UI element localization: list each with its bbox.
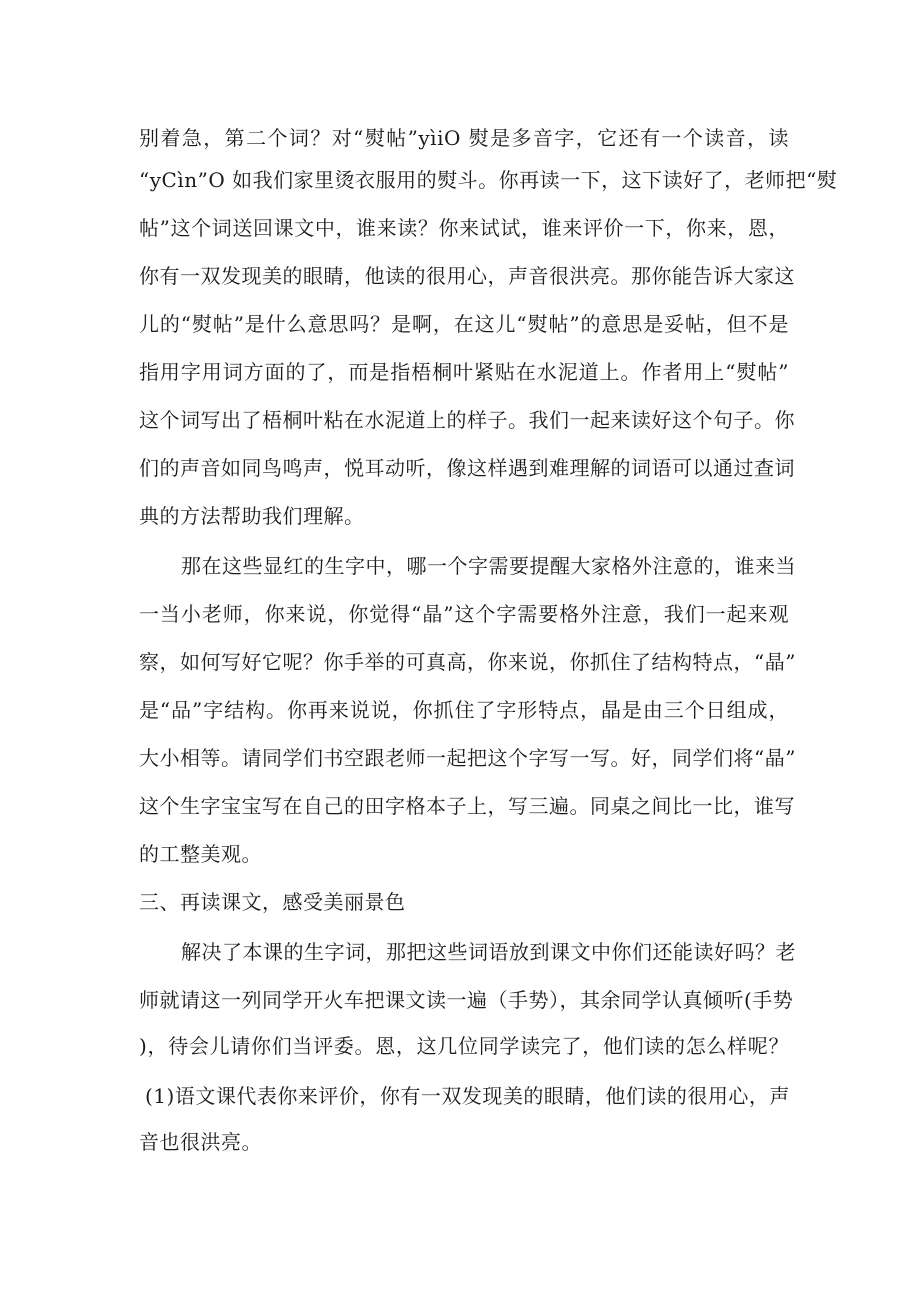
text-line: 察，如何写好它呢？你手举的可真高，你来说，你抓住了结构特点，“晶” (139, 650, 796, 674)
text-line: 儿的“熨帖”是什么意思吗？是啊，在这儿“熨帖”的意思是妥帖，但不是 (139, 312, 789, 336)
text-line: 是“品”字结构。你再来说说，你抓住了字形特点，晶是由三个日组成， (139, 698, 789, 722)
text-line: 解决了本课的生字词，那把这些词语放到课文中你们还能读好吗？老 (181, 940, 796, 964)
text-line: 这个词写出了梧桐叶粘在水泥道上的样子。我们一起来读好这个句子。你 (139, 408, 795, 432)
text-line: 指用字用词方面的了，而是指梧桐叶紧贴在水泥道上。作者用上“熨帖” (139, 360, 789, 384)
text-line: 的工整美观。 (139, 842, 262, 866)
text-line: 帖”这个词送回课文中，谁来读？你来试试，谁来评价一下，你来，恩， (139, 216, 789, 240)
text-line: 音也很洪亮。 (139, 1130, 262, 1154)
text-line: 你有一双发现美的眼睛，他读的很用心，声音很洪亮。那你能告诉大家这 (139, 264, 795, 288)
text-line: )，待会儿请你们当评委。恩，这几位同学读完了，他们读的怎么样呢？ (139, 1034, 789, 1058)
text-line: 们的声音如同鸟鸣声，悦耳动听，像这样遇到难理解的词语可以通过查词 (139, 456, 795, 480)
text-line: 一当小老师，你来说，你觉得“晶”这个字需要格外注意，我们一起来观 (139, 602, 789, 626)
text-line: “yCìn”O 如我们家里烫衣服用的熨斗。你再读一下，这下读好了，老师把“熨 (139, 168, 838, 192)
text-line: 别着急，第二个词？对“熨帖”yìiO 熨是多音字，它还有一个读音，读 (139, 126, 789, 150)
text-line: 典的方法帮助我们理解。 (139, 504, 365, 528)
text-line: (1)语文课代表你来评价，你有一双发现美的眼睛，他们读的很用心，声 (145, 1084, 790, 1108)
text-line: 大小相等。请同学们书空跟老师一起把这个字写一写。好，同学们将“晶” (139, 746, 796, 770)
text-line: 师就请这一列同学开火车把课文读一遍（手势），其余同学认真倾听(手势 (139, 988, 794, 1012)
text-line: 这个生字宝宝写在自己的田字格本子上，写三遍。同桌之间比一比，谁写 (139, 794, 795, 818)
text-line: 那在这些显红的生字中，哪一个字需要提醒大家格外注意的，谁来当 (181, 554, 796, 578)
section-heading: 三、再读课文，感受美丽景色 (139, 890, 406, 914)
